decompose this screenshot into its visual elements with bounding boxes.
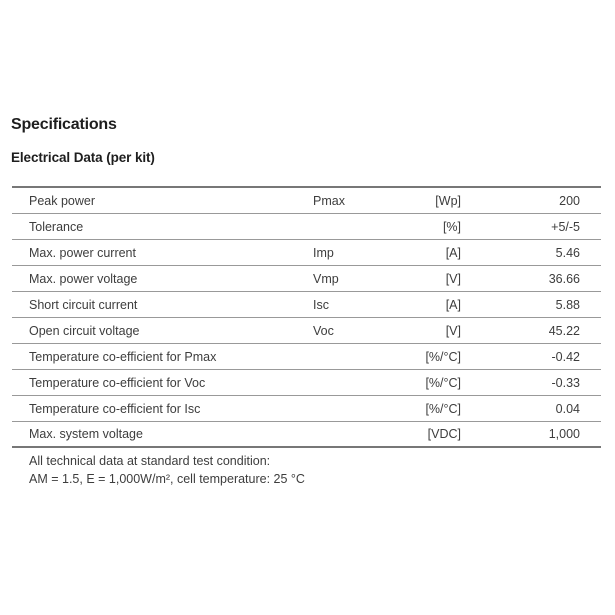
spec-value: 36.66 [548, 271, 580, 286]
spec-value: 5.46 [555, 245, 580, 260]
spec-value: 0.04 [555, 401, 580, 416]
spec-label: Temperature co-efficient for Pmax [29, 349, 217, 364]
spec-unit: [V] [445, 323, 461, 338]
table-row [12, 214, 601, 240]
spec-unit: [%/°C] [425, 401, 461, 416]
table-row [12, 370, 601, 396]
spec-unit: [%/°C] [425, 349, 461, 364]
spec-unit: [%] [442, 219, 461, 234]
spec-value: 5.88 [555, 297, 580, 312]
spec-label: Temperature co-efficient for Voc [29, 375, 206, 390]
spec-label: Open circuit voltage [29, 323, 140, 338]
spec-label: Tolerance [29, 219, 84, 234]
table-row [12, 240, 601, 266]
table-row [12, 396, 601, 422]
footnote-line-2: AM = 1.5, E = 1,000W/m², cell temperature: 25 °C [29, 471, 305, 486]
spec-unit: [A] [445, 245, 461, 260]
table-row [12, 188, 601, 214]
standard-test-condition-note [29, 453, 305, 488]
spec-label: Temperature co-efficient for Isc [29, 401, 201, 416]
section-title: Electrical Data (per kit) [11, 150, 155, 165]
page-title: Specifications [11, 116, 117, 133]
spec-value: -0.42 [551, 349, 580, 364]
spec-value: 200 [559, 193, 580, 208]
spec-symbol: Isc [313, 297, 329, 312]
spec-label: Max. system voltage [29, 427, 143, 441]
spec-label: Short circuit current [29, 297, 138, 312]
spec-value: -0.33 [551, 375, 580, 390]
table-row [12, 318, 601, 344]
spec-label: Peak power [29, 193, 96, 208]
spec-symbol: Vmp [313, 271, 339, 286]
spec-unit: [V] [445, 271, 461, 286]
spec-value: 45.22 [548, 323, 580, 338]
spec-value: 1,000 [548, 427, 580, 441]
spec-unit: [%/°C] [425, 375, 461, 390]
table-row [12, 292, 601, 318]
spec-symbol: Pmax [313, 193, 345, 208]
spec-unit: [Wp] [435, 193, 461, 208]
electrical-data-table [12, 186, 601, 448]
footnote-line-1: All technical data at standard test condition: [29, 454, 271, 468]
spec-symbol: Voc [313, 323, 334, 338]
spec-symbol: Imp [313, 245, 334, 260]
spec-label: Max. power voltage [29, 271, 138, 286]
spec-label: Max. power current [29, 245, 136, 260]
spec-unit: [A] [445, 297, 461, 312]
spec-value: +5/-5 [551, 219, 580, 234]
spec-unit: [VDC] [427, 427, 461, 441]
table-row [12, 344, 601, 370]
table-row [12, 422, 601, 448]
table-row [12, 266, 601, 292]
